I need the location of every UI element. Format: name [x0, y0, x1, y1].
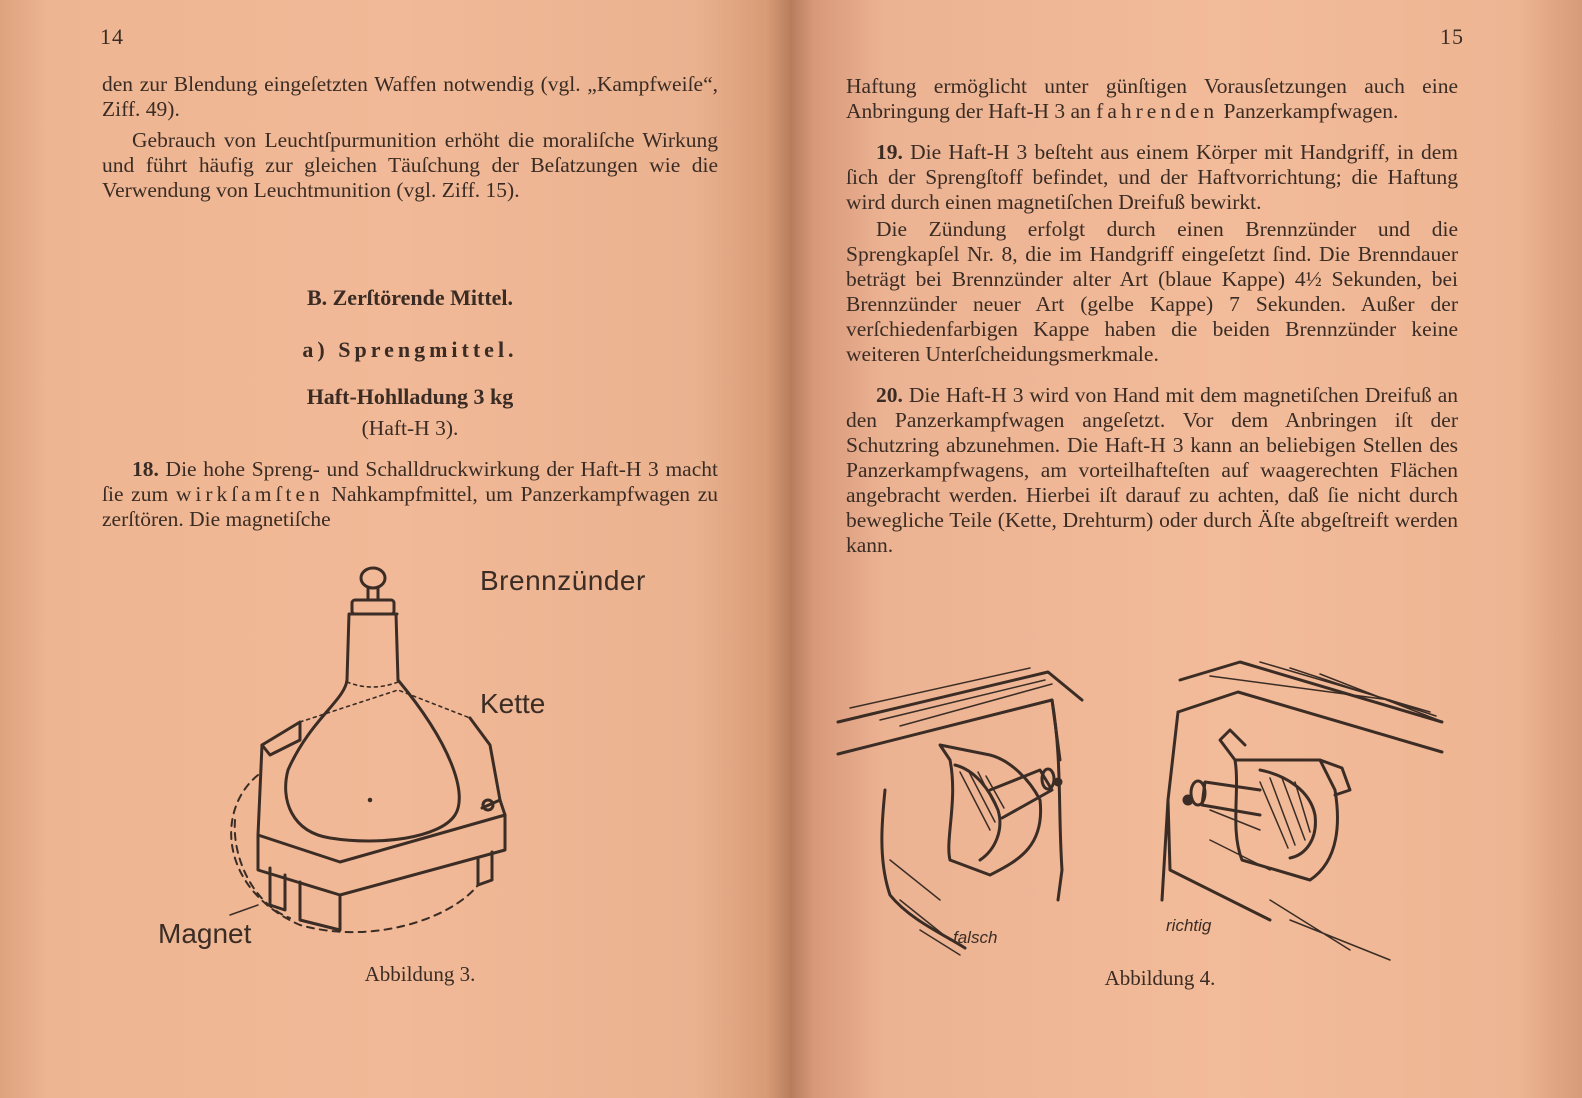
- label-kette: Kette: [480, 688, 546, 719]
- label-magnet: Magnet: [158, 918, 252, 949]
- paragraph-leuchtspur: Gebrauch von Leuchtſpurmunition erhöht die moraliſche Wirkung und führt häufig zur gleichen Täuſchung der Beſatzungen wie die Verwendung von Leuchtmunition (vgl. Ziff. 15).: [102, 128, 718, 202]
- label-richtig: richtig: [1166, 916, 1212, 935]
- paragraph-number-20: 20.: [876, 383, 903, 407]
- heading-sprengmittel: a) Sprengmittel.: [302, 337, 518, 362]
- caption-figure-4: Abbildung 4.: [1104, 966, 1216, 990]
- paragraph-20-text: Die Haft-H 3 wird von Hand mit dem magnetiſchen Dreifuß an den Panzerkampfwagen angeſetzt. Vor dem Anbringen iſt der Schutzring abzunehmen. Die Haft-H 3 kann an beliebigen Stellen des Panzerkampfwagens, am vorteilhafteſten auf waagerechten Flächen angebracht werden. Hierbei iſt darauf zu achten, daß ſie nicht durch bewegliche Teile (Kette, Drehturm) oder durch Äſte abgeſtreift werden kann.: [846, 383, 1458, 557]
- left-page: [0, 0, 790, 1098]
- label-falsch: falsch: [953, 928, 998, 947]
- paragraph-haftung-emphasis: fahrenden: [1096, 99, 1219, 123]
- figure-3-haft-h3-drawing: [0, 0, 790, 1098]
- paragraph-haftung-text-b: Panzerkampfwagen.: [1223, 99, 1399, 123]
- heading-haft-hohlladung: Haft-Hohlladung 3 kg: [306, 384, 514, 409]
- paragraph-number-18: 18.: [132, 457, 159, 481]
- paragraph-19-text: Die Haft-H 3 beſteht aus einem Körper mit Handgriff, in dem ſich der Sprengſtoff befindet, und der Haftvorrichtung; die Haftung wird durch einen magnetiſchen Dreifuß bewirkt.: [846, 140, 1459, 214]
- caption-figure-3: Abbildung 3.: [364, 962, 476, 986]
- paragraph-18-emphasis: wirkſamſten: [175, 482, 324, 506]
- paragraph-18-text-b: Nahkampfmittel, um Panzerkampfwagen zu zerſtören. Die magnetiſche: [102, 482, 719, 531]
- paragraph-continuation: den zur Blendung eingeſetzten Waffen notwendig (vgl. „Kampfweiſe“, Ziff. 49).: [102, 72, 718, 121]
- page-number-left: 14: [100, 24, 124, 49]
- figure-4-falsch-drawing: [838, 668, 1082, 955]
- paragraph-haftung-text-a: Haftung ermöglicht unter günſtigen Vorausſetzungen auch eine Anbringung der Haft-H 3 an: [846, 74, 1458, 123]
- right-page: [790, 0, 1582, 1098]
- paragraph-18-text-a: Die hohe Spreng- und Schalldruckwirkung der Haft-H 3 macht ſie zum: [102, 457, 718, 506]
- paragraph-zuendung: Die Zündung erfolgt durch einen Brennzünder und die Sprengkapſel Nr. 8, die im Handgriff eingeſetzt ſind. Die Brenndauer beträgt bei Brennzünder alter Art (blaue Kappe) 4½ Sekunden, bei Brennzünder neuer Art (gelbe Kappe) 7 Sekunden. Außer der verſchiedenfarbigen Kappe haben die beiden Brennzünder keine weiteren Unterſcheidungsmerkmale.: [846, 217, 1458, 366]
- heading-abbreviation: (Haft-H 3).: [361, 416, 459, 440]
- label-brennzuender: Brennzünder: [480, 565, 646, 596]
- heading-zerstoerende-mittel: B. Zerſtörende Mittel.: [306, 285, 514, 310]
- page-number-right: 15: [1440, 24, 1464, 49]
- paragraph-number-19: 19.: [876, 140, 903, 164]
